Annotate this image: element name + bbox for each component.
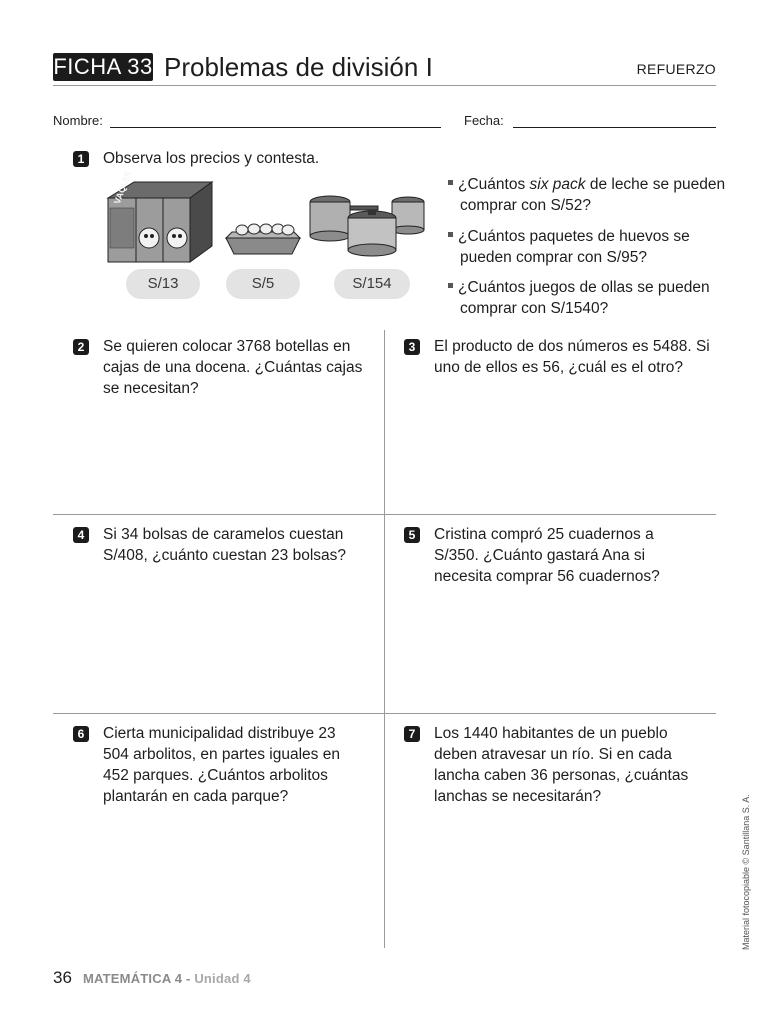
- problem-4-number: 4: [73, 527, 89, 543]
- name-field[interactable]: [110, 127, 441, 128]
- problem-2-text: Se quieren colocar 3768 botellas en cajas de una docena. ¿Cuántas cajas se necesitan?: [103, 338, 363, 397]
- bullet-icon: [448, 283, 453, 288]
- brand-label: VAQUIS: [112, 170, 133, 206]
- bullet-icon: [448, 232, 453, 237]
- problem-5-number: 5: [404, 527, 420, 543]
- grid-divider-row-2: [53, 713, 716, 714]
- date-field[interactable]: [513, 127, 716, 128]
- question-eggs: [448, 226, 730, 268]
- price-milk: S/13: [126, 269, 200, 299]
- question-sixpack-pre: ¿Cuántos: [458, 176, 530, 193]
- question-sixpack-post: de leche se pueden comprar con S/52?: [460, 176, 726, 214]
- problem-4-text: Si 34 bolsas de caramelos cuestan S/408, ¿cuánto cuestan 23 bolsas?: [103, 526, 346, 564]
- problem-1-text: Observa los precios y contesta.: [103, 150, 320, 167]
- problem-5-text: Cristina compró 25 cuadernos a S/350. ¿Cuánto gastará Ana si necesita comprar 56 cuadernos?: [434, 526, 660, 585]
- question-pots-text: ¿Cuántos juegos de ollas se pueden comprar con S/1540?: [458, 279, 710, 317]
- refuerzo-tag: REFUERZO: [636, 61, 716, 77]
- problem-7-text: Los 1440 habitantes de un pueblo deben atravesar un río. Si en cada lancha caben 36 personas, ¿cuántas lanchas se necesitarán?: [434, 725, 689, 805]
- question-eggs-text: ¿Cuántos paquetes de huevos se pueden comprar con S/95?: [458, 228, 690, 266]
- page-number: 36: [53, 968, 72, 987]
- ficha-badge: FICHA 33: [53, 54, 153, 79]
- header-rule: [53, 85, 716, 86]
- copyright-note: Material fotocopiable © Santillana S. A.: [741, 794, 751, 950]
- problem-6-number: 6: [73, 726, 89, 742]
- grid-divider-row-1: [53, 514, 716, 515]
- question-pots: [448, 277, 732, 319]
- problem-3-number: 3: [404, 339, 420, 355]
- price-pots: S/154: [334, 269, 410, 299]
- footer-unit: Unidad 4: [194, 971, 251, 986]
- question-sixpack: [448, 174, 730, 216]
- problem-6-text: Cierta municipalidad distribuye 23 504 arbolitos, en partes iguales en 452 parques. ¿Cuántos arbolitos plantarán en cada parque?: [103, 725, 340, 805]
- page-title: Problemas de división I: [164, 52, 433, 82]
- problem-2-number: 2: [73, 339, 89, 355]
- footer-subject-name: MATEMÁTICA 4: [83, 971, 183, 986]
- name-label: Nombre:: [53, 113, 103, 128]
- grid-vertical-divider: [384, 330, 385, 948]
- problem-7-number: 7: [404, 726, 420, 742]
- question-sixpack-em: six pack: [529, 176, 586, 193]
- pots-set-image: [306, 190, 430, 260]
- problem-1-number: 1: [73, 151, 89, 167]
- price-eggs: S/5: [226, 269, 300, 299]
- bullet-icon: [448, 180, 453, 185]
- date-label: Fecha:: [464, 113, 504, 128]
- egg-tray-image: [224, 218, 302, 258]
- footer-subject: [83, 971, 251, 986]
- problem-3-text: El producto de dos números es 5488. Si uno de ellos es 56, ¿cuál es el otro?: [434, 338, 710, 376]
- footer-separator: -: [182, 971, 195, 986]
